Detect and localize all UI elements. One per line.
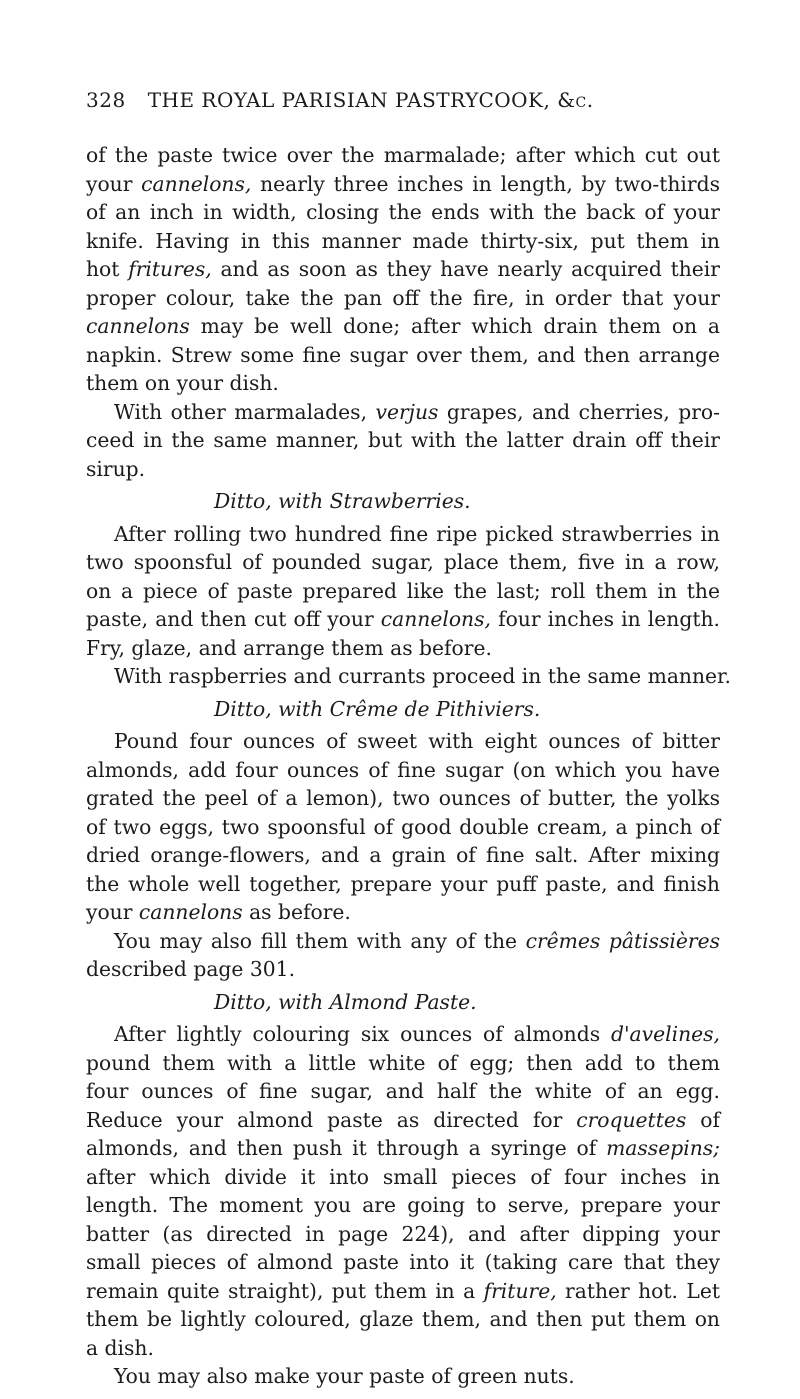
page-number: 328	[86, 88, 126, 112]
text-line: proper colour, take the pan off the fire, in order that your	[86, 285, 720, 310]
text-line: sirup.	[86, 456, 146, 481]
text-line: Fry, glaze, and arrange them as before.	[86, 635, 492, 660]
text-line: a dish.	[86, 1335, 154, 1360]
text-line: grated the peel of a lemon), two ounces of butter, the yolks	[86, 786, 720, 810]
text-line: hot fritures, and as soon as they have nearly acquired their	[86, 257, 720, 281]
text-line: them on your dish.	[86, 371, 279, 395]
text-line: almonds, add four ounces of fine sugar (on which you have	[86, 757, 720, 782]
text-line: them be lightly coloured, glaze them, and then put them on	[86, 1307, 720, 1331]
text-line: napkin. Strew some fine sugar over them, and then arrange	[86, 342, 720, 367]
text-line: Reduce your almond paste as directed for croquettes of	[86, 1107, 720, 1132]
section-heading: Ditto, with Crême de Pithiviers.	[214, 696, 541, 721]
text-line: small pieces of almond paste into it (taking care that they	[86, 1250, 720, 1274]
text-line: cannelons may be well done; after which drain them on a	[86, 314, 720, 338]
section-heading: Ditto, with Strawberries.	[214, 489, 471, 513]
text-line: pound them with a little white of egg; then add to them	[86, 1050, 720, 1075]
text-line: dried orange-flowers, and a grain of fine salt. After mixing	[86, 843, 720, 867]
text-line: Pound four ounces of sweet with eight ounces of bitter	[114, 729, 720, 753]
text-line: paste, and then cut off your cannelons, four inches in length.	[86, 607, 720, 631]
body-text	[86, 141, 731, 1391]
text-line: length. The moment you are going to serve, prepare your	[86, 1193, 720, 1217]
running-title: THE ROYAL PARISIAN PASTRYCOOK, &c.	[147, 88, 594, 112]
text-line: After lightly colouring six ounces of almonds d'avelines,	[114, 1022, 720, 1046]
text-line: the whole well together, prepare your puff paste, and finish	[86, 871, 720, 896]
text-line: your cannelons as before.	[86, 900, 351, 924]
text-line: With raspberries and currants proceed in the same manner.	[114, 664, 731, 688]
text-line: four ounces of fine sugar, and half the white of an egg.	[86, 1079, 720, 1103]
page-header	[86, 88, 714, 112]
text-line: described page 301.	[86, 957, 296, 981]
text-line: You may also fill them with any of the crêmes pâtissières	[114, 928, 720, 953]
text-line: two spoonsful of pounded sugar, place them, five in a row,	[86, 550, 720, 574]
text-line: on a piece of paste prepared like the last; roll them in the	[86, 578, 720, 603]
text-line: ceed in the same manner, but with the latter drain off their	[86, 428, 720, 452]
text-line: With other marmalades, verjus grapes, and cherries, pro-	[114, 399, 720, 424]
text-line: of an inch in width, closing the ends with the back of your	[86, 200, 720, 224]
text-line: almonds, and then push it through a syringe of massepins;	[86, 1136, 720, 1160]
text-line: batter (as directed in page 224), and after dipping your	[86, 1221, 720, 1246]
text-line: You may also make your paste of green nuts.	[114, 1364, 575, 1388]
text-line: of two eggs, two spoonsful of good double cream, a pinch of	[86, 814, 720, 839]
text-line: of the paste twice over the marmalade; after which cut out	[86, 143, 720, 167]
section-heading: Ditto, with Almond Paste.	[214, 989, 477, 1014]
text-line: after which divide it into small pieces of four inches in	[86, 1164, 720, 1189]
text-line: After rolling two hundred fine ripe picked strawberries in	[114, 521, 720, 546]
text-line: remain quite straight), put them in a friture, rather hot. Let	[86, 1278, 720, 1303]
text-line: knife. Having in this manner made thirty-six, put them in	[86, 228, 720, 253]
text-line: your cannelons, nearly three inches in length, by two-thirds	[86, 171, 720, 196]
